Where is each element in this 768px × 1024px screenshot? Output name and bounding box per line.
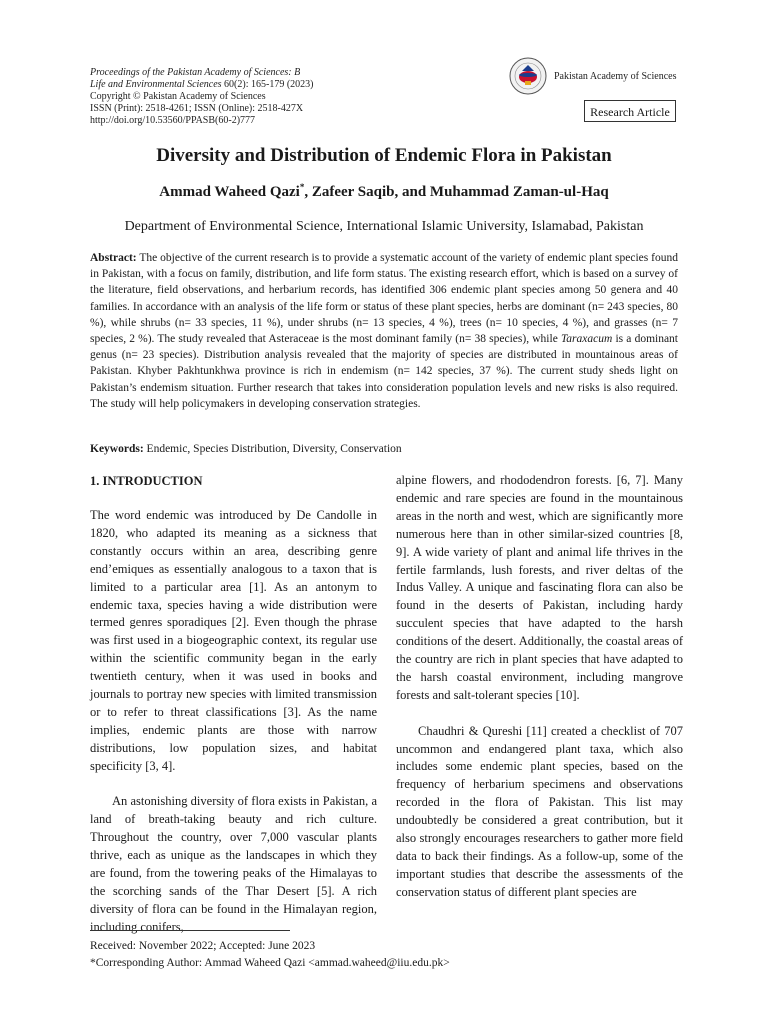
journal-info bbox=[90, 67, 313, 127]
journal-doi-link[interactable]: http://doi.org/10.53560/PPASB(60-2)777 bbox=[90, 115, 256, 126]
journal-volume: 60(2): 165-179 (2023) bbox=[221, 79, 314, 90]
author-list bbox=[0, 182, 768, 201]
corresponding-author: *Corresponding Author: Ammad Waheed Qazi <ammad.waheed@iiu.edu.pk> bbox=[90, 957, 450, 969]
paper-title: Diversity and Distribution of Endemic Flora in Pakistan bbox=[156, 145, 612, 166]
academy-seal-icon bbox=[508, 56, 548, 96]
abstract-text-part1: The objective of the current research is to provide a systematic account of the variety of endemic plant species found in Pakistan, with a focus on family, distribution, and life form status. The existing research effort, which is based on a survey of the literature, field observations, and herbarium records, has identified 306 endemic plant species among 50 genera and 40 families. In accordance with an analysis of the life form or status of these plant species, herbs are dominant (n= 243 species, 80 %), while shrubs (n= 33 species, 11 %), under shrubs (n= 13 species, 4 %), trees (n= 10 species, 4 %), and grasses (n= 7 species, 2 %). The study revealed that Asteraceae is the most dominant family (n= 38 species), while bbox=[90, 252, 678, 346]
publisher-header bbox=[508, 56, 676, 96]
publisher-name: Pakistan Academy of Sciences bbox=[554, 70, 677, 82]
corresponding-mark: * bbox=[299, 182, 305, 192]
intro-paragraph-2: An astonishing diversity of flora exists in Pakistan, a land of breath-taking beauty and rich culture. Throughout the country, over 7,000 vascular plants thrive, each as unique as the landscapes in which they are found, from the towering peaks of the Himalayas to the scorching sands of the Thar Desert [5]. A rich diversity of flora can be found in the Himalayan region, including conifers, bbox=[90, 794, 377, 934]
journal-name-line2 bbox=[90, 79, 313, 91]
column-left bbox=[90, 472, 377, 955]
intro-paragraph-3: alpine flowers, and rhododendron forests. [6, 7]. Many endemic and rare species are found in the mountainous areas in the north and west, which are significantly more numerous here than in other similar-sized countries [8, 9]. A wide variety of plant and animal life thrives in the fertile farmlands, lush forests, and river deltas of the Indus Valley. A unique and fascinating flora can also be found in the deserts of Pakistan, including hardy succulent species that have adapted to the harsh conditions of the desert. Additionally, the coastal areas of the country are rich in plant species that have adapted to the harsh coastal environment, including mangrove forests and salt-tolerant species [10]. bbox=[396, 473, 683, 702]
abstract-text-part2: is a dominant genus (n= 23 species). Distribution analysis revealed that the majority of species are distributed in mountainous areas of Pakistan. Khyber Pakhtunkhwa province is rich in endemism (n= 142 species, 37 %). The current study sheds light on Pakistan’s endemism situation. Further research that takes into consideration population levels and new risks is also required. The study will help policymakers in developing conservation strategies. bbox=[90, 333, 679, 410]
affiliation: Department of Environmental Science, International Islamic University, Islamabad, Pakistan bbox=[124, 219, 644, 234]
section-heading-introduction: 1. INTRODUCTION bbox=[90, 474, 203, 488]
footnotes bbox=[90, 938, 450, 972]
journal-issn: ISSN (Print): 2518-4261; ISSN (Online): 2518-427X bbox=[90, 103, 304, 114]
journal-section: Life and Environmental Sciences bbox=[90, 79, 222, 90]
received-dates: Received: November 2022; Accepted: June 2023 bbox=[90, 940, 316, 952]
keywords-text: Endemic, Species Distribution, Diversity, Conservation bbox=[143, 443, 402, 455]
abstract-genus: Taraxacum bbox=[560, 333, 613, 346]
article-type-badge: Research Article bbox=[584, 100, 676, 122]
column-right bbox=[396, 472, 683, 920]
keywords bbox=[90, 441, 678, 457]
abstract-label: Abstract: bbox=[90, 252, 137, 264]
intro-paragraph-1: The word endemic was introduced by De Candolle in 1820, who adapted its meaning as a sickness that constantly occurs within an area, describing genre end’emiques as essentially analogous to a taxon that is limited to a particular area [1]. As an antonym to endemic taxa, species having a wide distribution were termed genres sporadiques [2]. Even though the phrase was first used in a biogeographic context, its regular use within the scientific community began in the early twentieth century, when it was used in books and journals to portray new species with limited transmission or to refer to threat classifications [3]. As the name implies, endemic plants are those with narrow distributions, low population sizes, and habitat specificity [3, 4]. bbox=[90, 508, 377, 773]
footnote-divider bbox=[90, 930, 290, 931]
co-authors: , Zafeer Saqib, and Muhammad Zaman-ul-Haq bbox=[304, 184, 609, 200]
keywords-label: Keywords: bbox=[90, 443, 144, 455]
journal-name-line1: Proceedings of the Pakistan Academy of Sciences: B bbox=[90, 67, 301, 78]
first-author: Ammad Waheed Qazi bbox=[159, 184, 300, 200]
journal-copyright: Copyright © Pakistan Academy of Sciences bbox=[90, 91, 266, 102]
intro-paragraph-4: Chaudhri & Qureshi [11] created a checklist of 707 uncommon and endangered plant taxa, which also includes some endemic plant species, based on the frequency of herbarium specimens and observations recorded in the flora of Pakistan. This list may undoubtedly be considered a great contribution, but it also strongly encourages researchers to gather more field data to back their findings. As a follow-up, some of the important studies that describe the assessments of the conservation status of different plant species are bbox=[396, 723, 683, 899]
abstract bbox=[90, 250, 678, 412]
